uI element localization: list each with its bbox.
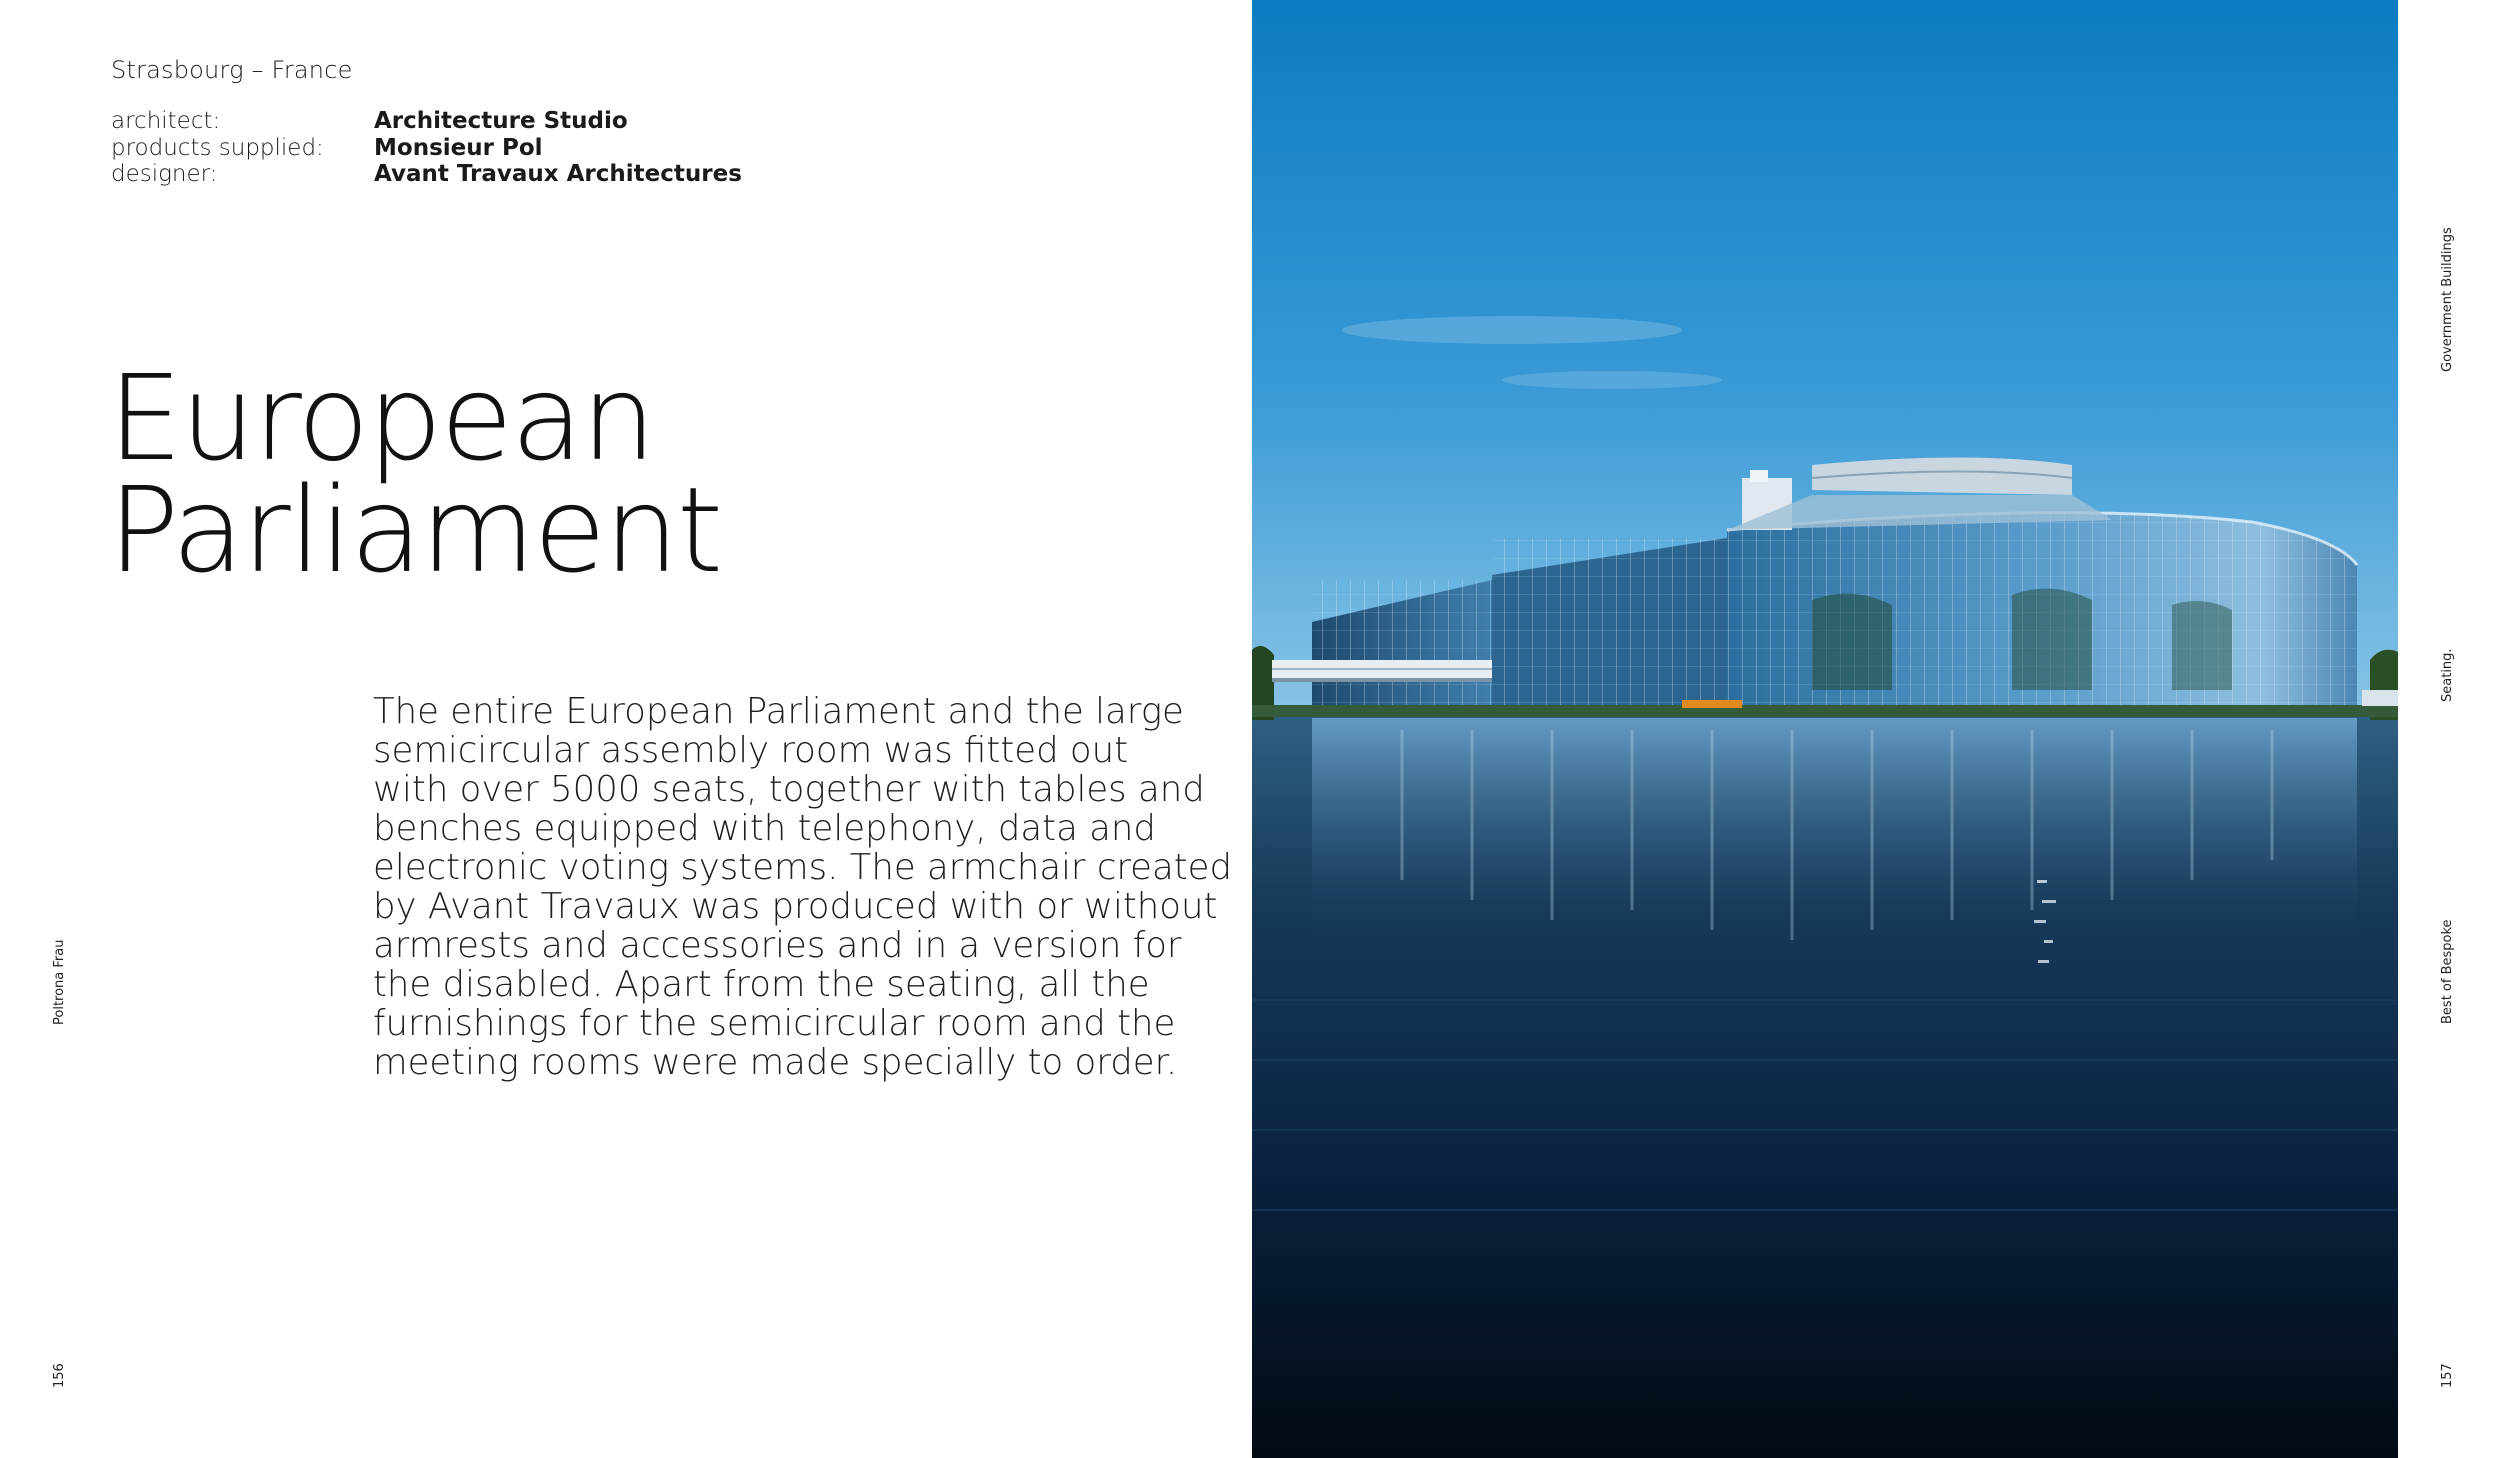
- category-label: Seating.: [2440, 648, 2455, 702]
- body-line: furnishings for the semicircular room and the: [373, 1003, 1176, 1044]
- body-line: the disabled. Apart from the seating, all the: [373, 964, 1150, 1005]
- body-line: by Avant Travaux was produced with or without: [373, 886, 1218, 927]
- body-line: semicircular assembly room was fitted out: [373, 730, 1129, 771]
- credit-label: architect:: [111, 108, 221, 134]
- credit-row-architect: [111, 108, 742, 135]
- running-brand-label: Poltrona Frau: [52, 939, 67, 1025]
- section-label: Government Buildings: [2440, 227, 2455, 372]
- article-body: [373, 691, 1233, 1083]
- credit-row-products: [111, 135, 742, 162]
- body-line: armrests and accessories and in a version for: [373, 925, 1182, 966]
- page-number-right: 157: [2440, 1363, 2455, 1388]
- right-page-margin: [2398, 0, 2500, 1458]
- credit-label: products supplied:: [111, 134, 324, 161]
- title-line: Parliament: [108, 461, 722, 599]
- book-title-label: Best of Bespoke: [2440, 919, 2455, 1024]
- article-title: [108, 349, 722, 599]
- credit-value: Architecture Studio: [374, 108, 628, 134]
- project-location: Strasbourg – France: [111, 56, 353, 84]
- credit-value: Avant Travaux Architectures: [374, 161, 742, 187]
- project-credits: [111, 108, 742, 188]
- page-number-left: 156: [52, 1363, 67, 1388]
- body-line: electronic voting systems. The armchair created: [373, 847, 1233, 888]
- body-line: meeting rooms were made specially to order.: [373, 1042, 1178, 1083]
- title-line: European: [108, 349, 655, 487]
- body-line: with over 5000 seats, together with tables and: [373, 769, 1205, 810]
- parliament-photo: [1252, 0, 2398, 1458]
- credit-label: designer:: [111, 161, 218, 187]
- body-line: The entire European Parliament and the large: [373, 691, 1184, 732]
- credit-value: Monsieur Pol: [374, 134, 543, 161]
- body-line: benches equipped with telephony, data and: [373, 808, 1156, 849]
- credit-row-designer: [111, 161, 742, 188]
